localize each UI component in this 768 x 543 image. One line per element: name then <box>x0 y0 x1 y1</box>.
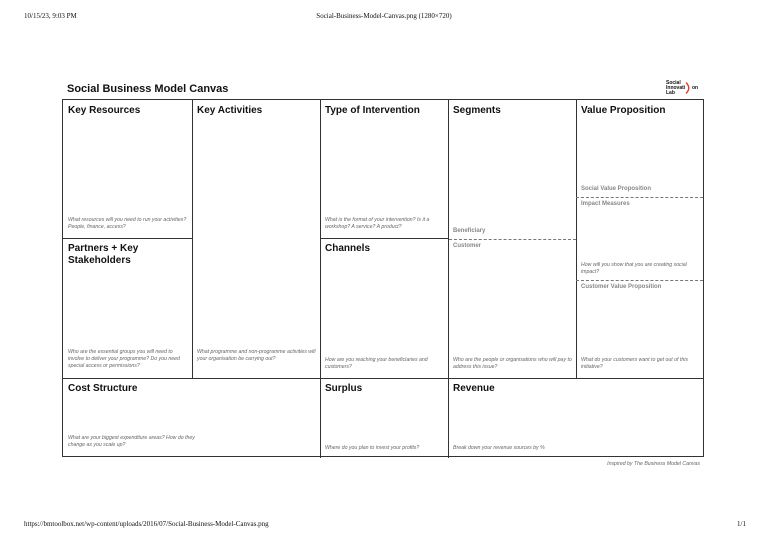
key-resources-hint: What resources will you need to run your activities? People, finance, access? <box>68 217 187 230</box>
segments-beneficiary-label: Beneficiary <box>453 228 486 234</box>
divider <box>320 100 321 458</box>
canvas-grid <box>62 99 704 457</box>
partners-hint: Who are the essential groups you will need to involve to deliver your programme? Do you need special access or permissions? <box>68 349 180 369</box>
surplus-hint: Where do you plan to invest your profits? <box>325 445 420 451</box>
logo-text-line3: Lab <box>666 90 675 96</box>
divider <box>63 238 192 239</box>
inspired-by-note: Inspired by The Business Model Canvas <box>607 461 700 467</box>
key-resources-heading: Key Resources <box>68 105 141 116</box>
divider <box>63 378 703 379</box>
customer-value-proposition-label: Customer Value Proposition <box>581 284 662 290</box>
key-activities-heading: Key Activities <box>197 105 263 116</box>
customer-value-hint: What do your customers want to get out of this initiative? <box>581 357 688 370</box>
dashed-divider <box>576 280 703 281</box>
revenue-hint: Break down your revenue sources by % <box>453 445 545 451</box>
dashed-divider <box>449 239 576 240</box>
divider <box>192 100 193 378</box>
logo-bracket-icon <box>685 82 692 94</box>
channels-hint: How are you reaching your beneficiaries and customers? <box>325 357 428 370</box>
segments-hint: Who are the people or organisations who will pay to address this issue? <box>453 357 572 370</box>
impact-measures-hint: How will you show that you are creating social impact? <box>581 262 687 275</box>
social-value-proposition-label: Social Value Proposition <box>581 186 652 192</box>
value-proposition-heading: Value Proposition <box>581 105 666 116</box>
surplus-heading: Surplus <box>325 383 363 394</box>
print-datetime: 10/15/23, 9:03 PM <box>24 12 77 20</box>
partners-heading: Partners + Key Stakeholders <box>68 243 139 266</box>
cost-structure-heading: Cost Structure <box>68 383 138 394</box>
segments-heading: Segments <box>453 105 501 116</box>
impact-measures-label: Impact Measures <box>581 201 630 207</box>
divider <box>320 238 448 239</box>
segments-customer-label: Customer <box>453 243 482 249</box>
channels-heading: Channels <box>325 243 371 254</box>
revenue-heading: Revenue <box>453 383 495 394</box>
logo-text-suffix: on <box>692 85 699 91</box>
logo-text-line2: Innovati <box>666 85 686 91</box>
logo-text-line1: Social <box>666 80 681 86</box>
key-activities-hint: What programme and non-programme activities will your organisation be carrying out? <box>197 349 316 362</box>
divider <box>448 100 449 458</box>
type-of-intervention-hint: What is the format of your intervention? Is it a workshop? A service? A product? <box>325 217 430 230</box>
print-url: https://bmtoolbox.net/wp-content/uploads/2016/07/Social-Business-Model-Canvas.png <box>24 520 269 528</box>
print-document-title: Social-Business-Model-Canvas.png (1280×720) <box>316 12 452 20</box>
cost-structure-hint: What are your biggest expenditure areas? How do they change as you scale up? <box>68 435 195 448</box>
type-of-intervention-heading: Type of Intervention <box>325 105 420 116</box>
print-page-number: 1/1 <box>737 520 746 528</box>
dashed-divider <box>576 197 703 198</box>
canvas-title: Social Business Model Canvas <box>67 83 229 95</box>
divider <box>576 100 577 378</box>
social-innovation-lab-logo <box>666 81 706 96</box>
